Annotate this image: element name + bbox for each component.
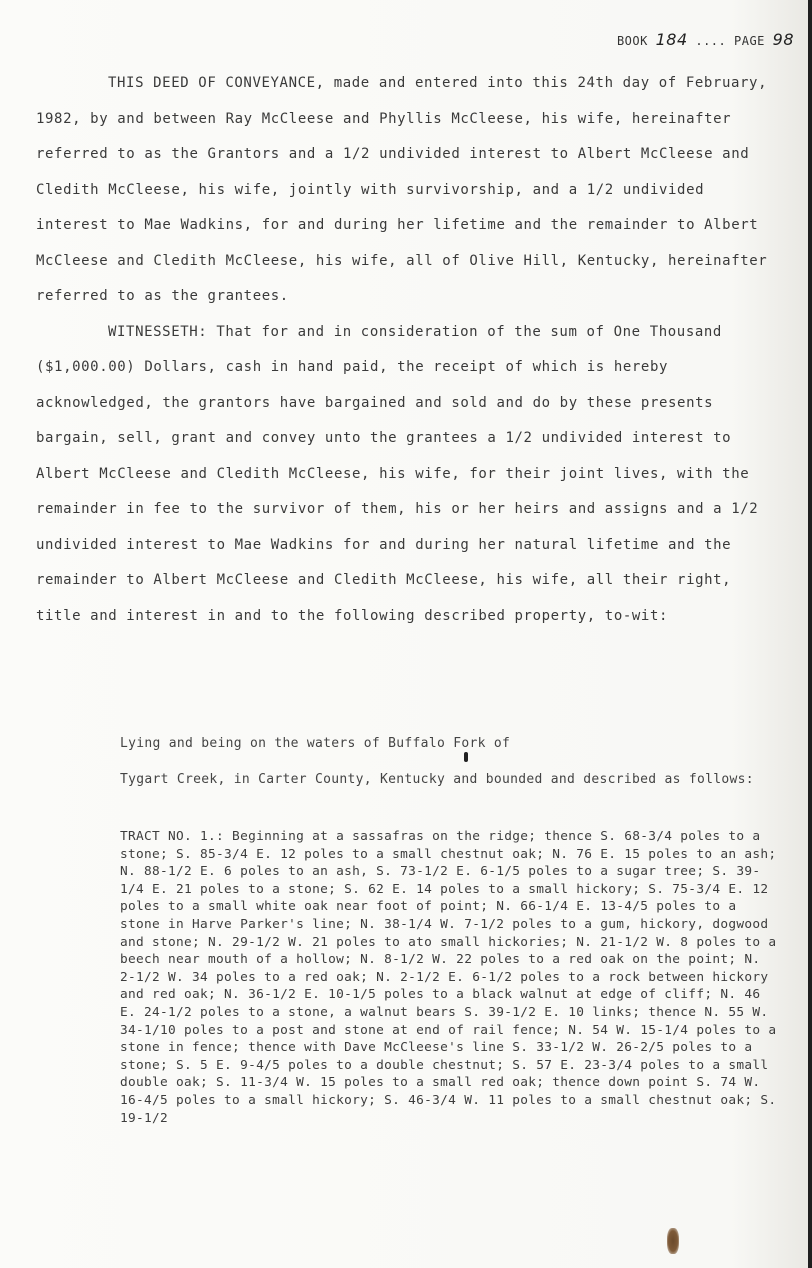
page-label: PAGE	[734, 34, 765, 48]
property-intro-line-1: Lying and being on the waters of Buffalo Fork of	[120, 736, 511, 751]
book-label: BOOK	[616, 34, 648, 48]
property-intro-line-2: Tygart Creek, in Carter County, Kentucky and bounded and described as follows:	[120, 772, 754, 787]
witnesseth-paragraph: WITNESSETH: That for and in consideration of the sum of One Thousand ($1,000.00) Dollars, cash in hand paid, the receipt of which is hereby acknowledged, the grantors have bargained and sold and do by these presents bargain, sell, grant and convey unto the grantees a 1/2 undivided interest to Albert McCleese and Cledith McCleese, his wife, for their joint lives, with the remainder in fee to the survivor of them, his or her heirs and assigns and a 1/2 undivided interest to Mae Wadkins for and during her natural lifetime and the remainder to Albert McCleese and Cledith McCleese, his wife, all their right, title and interest in and to the following described property, to-wit:	[36, 323, 759, 624]
tract-1-description: TRACT NO. 1.: Beginning at a sassafras on the ridge; thence S. 68-3/4 poles to a stone; S. 85-3/4 E. 12 poles to a small chestnut oak; N. 76 E. 15 poles to an ash; N. 88-1/2 E. 6 poles to an ash, S. 73-1/2 E. 6-1/5 poles to a sugar tree; S. 39-1/4 E. 21 poles to a stone; S. 62 E. 14 poles to a small hickory; S. 75-3/4 E. 12 poles to a small white oak near foot of point; N. 66-1/4 E. 13-4/5 poles to a stone in Harve Parker's line; N. 38-1/4 W. 7-1/2 poles to a gum, hickory, dogwood and stone; N. 29-1/2 W. 21 poles to ato small hickories; N. 21-1/2 W. 8 poles to a beech near mouth of a hollow; N. 8-1/2 W. 22 poles to a red oak on the point; N. 2-1/2 W. 34 poles to a red oak; N. 2-1/2 E. 6-1/2 poles to a rock between hickory and red oak; N. 36-1/2 E. 10-1/5 poles to a black walnut at edge of cliff; N. 46 E. 24-1/2 poles to a stone, a walnut bears S. 39-1/2 E. 10 links; thence N. 55 W. 34-1/10 poles to a post and stone at end of rail fence; N. 54 W. 15-1/4 poles to a stone in fence; thence with Dave McCleese's line S. 33-1/2 W. 26-2/5 poles to a stone; S. 5 E. 9-4/5 poles to a double chestnut; S. 57 E. 23-3/4 poles to a small double oak; S. 11-3/4 W. 15 poles to a small red oak; thence down point S. 74 W. 16-4/5 poles to a small hickory; S. 46-3/4 W. 11 poles to a small chestnut oak; S. 19-1/2	[120, 829, 777, 1126]
book-number: 184	[655, 30, 688, 49]
book-page-reference: BOOK 184 .... PAGE 98	[616, 30, 794, 49]
page-number: 98	[772, 30, 794, 49]
ink-smudge	[667, 1228, 679, 1254]
conveyance-paragraph: THIS DEED OF CONVEYANCE, made and entered into this 24th day of February, 1982, by and between Ray McCleese and Phyllis McCleese, his wife, hereinafter referred to as the Grantors and a 1/2 undivided interest to Albert McCleese and Cledith McCleese, his wife, jointly with survivorship, and a 1/2 undivided interest to Mae Wadkins, for and during her lifetime and the remainder to Albert McCleese and Cledith McCleese, his wife, all of Olive Hill, Kentucky, hereinafter referred to as the grantees.	[36, 75, 768, 304]
deed-body	[36, 66, 776, 634]
page-edge	[808, 0, 812, 1268]
